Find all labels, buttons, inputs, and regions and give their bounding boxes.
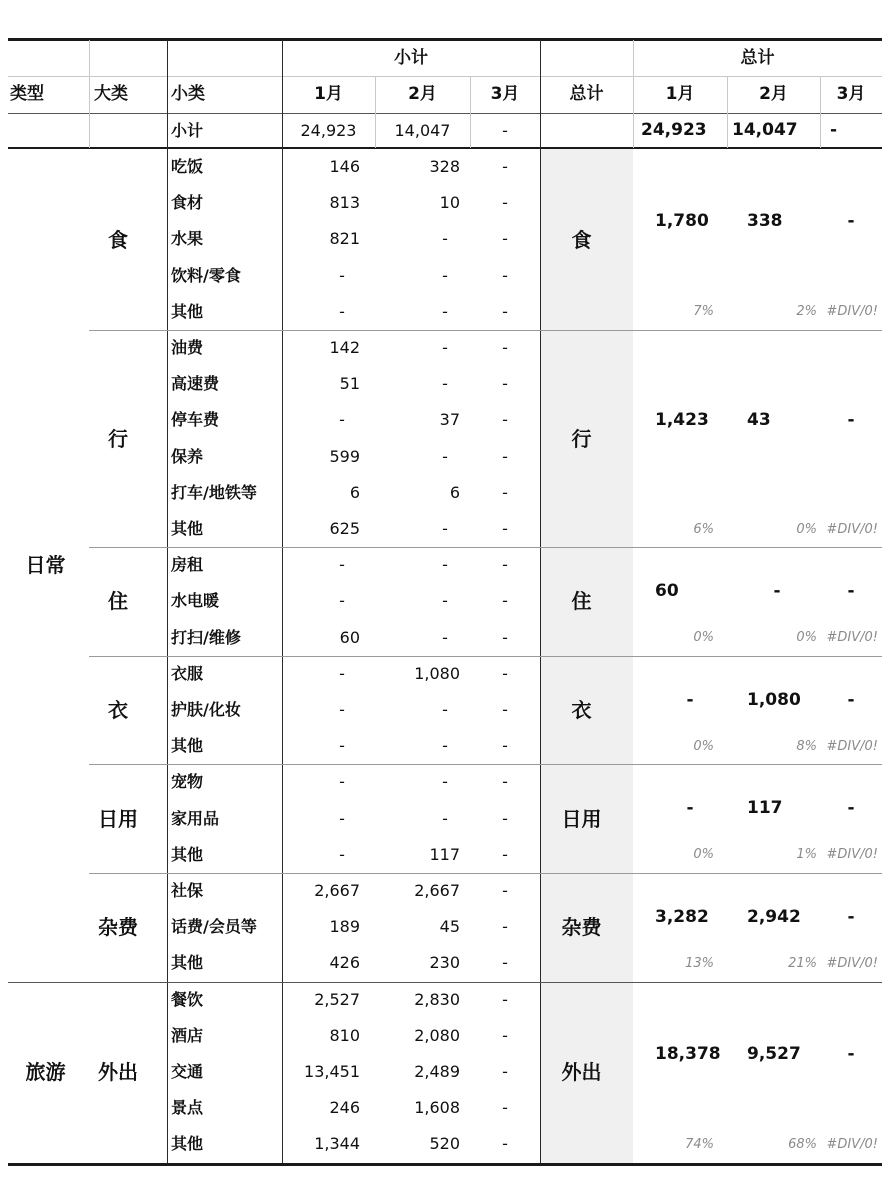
- subcategory-label[interactable]: 家用品: [171, 808, 220, 828]
- header-bottom-line: [8, 113, 882, 114]
- category-summary-label[interactable]: 住: [571, 589, 592, 614]
- v-line-m1: [282, 40, 283, 1163]
- category-label[interactable]: 日用: [98, 806, 138, 831]
- category-summary-label[interactable]: 杂费: [561, 915, 602, 940]
- month-value[interactable]: -: [339, 265, 345, 285]
- month-value[interactable]: 2,667: [414, 881, 460, 901]
- month-value[interactable]: 625: [329, 519, 360, 539]
- subcategory-label[interactable]: 餐饮: [171, 989, 204, 1009]
- month-value[interactable]: -: [502, 1025, 508, 1045]
- category-percent[interactable]: #DIV/0!: [826, 955, 878, 971]
- month-value[interactable]: 1,608: [414, 1098, 460, 1118]
- v-line-total: [540, 40, 541, 1163]
- header-month[interactable]: 1月: [314, 84, 343, 104]
- month-value[interactable]: -: [442, 446, 448, 466]
- category-total[interactable]: -: [686, 689, 694, 710]
- subcategory-label[interactable]: 其他: [171, 519, 204, 539]
- subtotal-bottom-border: [8, 147, 882, 149]
- category-total[interactable]: -: [847, 798, 855, 819]
- category-label[interactable]: 住: [108, 589, 128, 614]
- category-separator: [89, 656, 882, 657]
- month-value[interactable]: 813: [329, 193, 360, 213]
- month-value[interactable]: -: [339, 663, 345, 683]
- month-value[interactable]: 142: [329, 338, 360, 358]
- month-value[interactable]: -: [442, 700, 448, 720]
- month-value[interactable]: -: [502, 881, 508, 901]
- month-value[interactable]: 6: [349, 482, 360, 502]
- month-value[interactable]: -: [502, 736, 508, 756]
- month-value[interactable]: -: [442, 519, 448, 539]
- month-value[interactable]: -: [339, 736, 345, 756]
- subcategory-label[interactable]: 饮料/零食: [171, 265, 241, 285]
- category-percent[interactable]: 13%: [685, 955, 714, 971]
- category-label[interactable]: 衣: [108, 698, 128, 723]
- subcategory-label[interactable]: 停车费: [171, 410, 220, 430]
- month-value[interactable]: -: [502, 1098, 508, 1118]
- month-value[interactable]: -: [502, 591, 508, 611]
- category-total[interactable]: 1,080: [747, 689, 801, 710]
- month-value[interactable]: -: [442, 301, 448, 321]
- subcategory-label[interactable]: 水电暖: [171, 591, 220, 611]
- header-subtotal-group[interactable]: 小计: [394, 47, 428, 68]
- table-top-border: [8, 38, 882, 41]
- v-line: [633, 40, 634, 148]
- month-value[interactable]: 2,527: [314, 989, 360, 1009]
- v-line: [470, 76, 471, 113]
- subcategory-label[interactable]: 油费: [171, 338, 204, 358]
- subtotal-value[interactable]: 24,923: [300, 120, 357, 140]
- subcategory-label[interactable]: 其他: [171, 301, 204, 321]
- month-value[interactable]: -: [502, 989, 508, 1009]
- subcategory-label[interactable]: 高速费: [171, 374, 220, 394]
- subcategory-label[interactable]: 其他: [171, 844, 204, 864]
- month-value[interactable]: -: [442, 808, 448, 828]
- category-percent[interactable]: 68%: [788, 1136, 817, 1152]
- header-total-group[interactable]: 总计: [740, 47, 775, 68]
- category-total[interactable]: 3,282: [655, 906, 709, 927]
- month-value[interactable]: 2,830: [414, 989, 460, 1009]
- month-value[interactable]: -: [502, 193, 508, 213]
- month-value[interactable]: 117: [429, 844, 460, 864]
- month-value[interactable]: -: [502, 808, 508, 828]
- category-summary-label[interactable]: 外出: [561, 1060, 602, 1085]
- month-value[interactable]: -: [442, 772, 448, 792]
- category-total[interactable]: 60: [655, 581, 679, 601]
- month-value[interactable]: 146: [329, 157, 360, 177]
- category-total[interactable]: 18,378: [655, 1043, 721, 1064]
- subcategory-label[interactable]: 保养: [171, 446, 204, 466]
- header-month[interactable]: 3月: [490, 84, 520, 104]
- header-total-month[interactable]: 3月: [836, 84, 866, 104]
- month-value[interactable]: -: [339, 301, 345, 321]
- month-value[interactable]: -: [502, 229, 508, 249]
- category-total[interactable]: -: [773, 581, 781, 601]
- month-value[interactable]: 821: [329, 229, 360, 249]
- v-line: [89, 40, 90, 148]
- month-value[interactable]: 426: [329, 953, 360, 973]
- category-total[interactable]: -: [847, 1043, 855, 1064]
- month-value[interactable]: -: [339, 772, 345, 792]
- header-subcategory[interactable]: 小类: [171, 84, 205, 104]
- category-percent[interactable]: #DIV/0!: [826, 521, 878, 537]
- month-value[interactable]: -: [502, 519, 508, 539]
- header-month[interactable]: 2月: [408, 84, 437, 104]
- header-row-line: [8, 76, 882, 77]
- category-total[interactable]: 1,780: [655, 211, 709, 231]
- month-value[interactable]: -: [502, 446, 508, 466]
- month-value[interactable]: -: [339, 591, 345, 611]
- category-total[interactable]: -: [847, 211, 855, 231]
- category-separator: [89, 873, 882, 874]
- month-value[interactable]: -: [502, 157, 508, 177]
- month-value[interactable]: 599: [329, 446, 360, 466]
- month-value[interactable]: 45: [439, 917, 460, 937]
- month-value[interactable]: -: [339, 410, 345, 430]
- category-label[interactable]: 外出: [98, 1060, 138, 1085]
- category-percent[interactable]: 1%: [796, 847, 817, 863]
- category-label[interactable]: 杂费: [98, 915, 138, 940]
- month-value[interactable]: -: [502, 844, 508, 864]
- month-value[interactable]: -: [502, 374, 508, 394]
- month-value[interactable]: -: [442, 374, 448, 394]
- subtotal-total[interactable]: 24,923: [641, 120, 707, 140]
- category-percent[interactable]: 21%: [788, 955, 817, 971]
- category-total[interactable]: 1,423: [655, 410, 709, 431]
- category-percent[interactable]: 2%: [796, 304, 817, 320]
- category-summary-label[interactable]: 衣: [571, 698, 592, 723]
- category-total[interactable]: -: [847, 581, 855, 601]
- category-label[interactable]: 食: [108, 227, 128, 252]
- month-value[interactable]: -: [502, 301, 508, 321]
- month-value[interactable]: -: [442, 627, 448, 647]
- type-separator: [8, 982, 882, 983]
- month-value[interactable]: -: [442, 591, 448, 611]
- month-value[interactable]: 1,080: [414, 663, 460, 683]
- header-type[interactable]: 类型: [10, 84, 44, 104]
- month-value[interactable]: 60: [339, 627, 360, 647]
- subcategory-label[interactable]: 其他: [171, 953, 204, 973]
- subcategory-label[interactable]: 话费/会员等: [171, 917, 257, 937]
- month-value[interactable]: -: [502, 482, 508, 502]
- month-value[interactable]: -: [339, 844, 345, 864]
- subcategory-label[interactable]: 水果: [171, 229, 204, 249]
- category-percent[interactable]: 74%: [685, 1136, 714, 1152]
- category-total[interactable]: -: [686, 798, 694, 819]
- category-percent[interactable]: 0%: [796, 521, 817, 537]
- month-value[interactable]: 810: [329, 1025, 360, 1045]
- month-value[interactable]: -: [442, 555, 448, 575]
- month-value[interactable]: 13,451: [304, 1062, 360, 1082]
- month-value[interactable]: -: [502, 663, 508, 683]
- category-percent[interactable]: #DIV/0!: [826, 630, 878, 646]
- subcategory-label[interactable]: 景点: [171, 1098, 204, 1118]
- subcategory-label[interactable]: 交通: [171, 1062, 204, 1082]
- month-value[interactable]: -: [502, 953, 508, 973]
- category-percent[interactable]: 0%: [693, 630, 714, 646]
- month-value[interactable]: 2,489: [414, 1062, 460, 1082]
- subcategory-label[interactable]: 房租: [171, 555, 204, 575]
- v-line: [375, 113, 376, 148]
- month-value[interactable]: -: [442, 338, 448, 358]
- month-value[interactable]: -: [442, 736, 448, 756]
- category-total[interactable]: -: [847, 410, 855, 431]
- category-separator: [89, 330, 882, 331]
- subcategory-label[interactable]: 社保: [171, 881, 204, 901]
- category-percent[interactable]: #DIV/0!: [826, 1136, 878, 1152]
- subtotal-label[interactable]: 小计: [171, 120, 204, 140]
- category-total[interactable]: -: [847, 906, 855, 927]
- subtotal-total[interactable]: -: [830, 120, 838, 140]
- month-value[interactable]: -: [502, 772, 508, 792]
- subcategory-label[interactable]: 护肤/化妆: [171, 700, 241, 720]
- subcategory-label[interactable]: 打车/地铁等: [171, 482, 257, 502]
- category-percent[interactable]: 8%: [796, 738, 817, 754]
- category-percent[interactable]: #DIV/0!: [826, 847, 878, 863]
- month-value[interactable]: 10: [439, 193, 460, 213]
- month-value[interactable]: -: [339, 700, 345, 720]
- category-summary-label[interactable]: 行: [571, 426, 592, 451]
- category-total[interactable]: -: [847, 689, 855, 710]
- category-separator: [89, 764, 882, 765]
- category-total[interactable]: 338: [747, 211, 783, 231]
- category-percent[interactable]: 0%: [796, 630, 817, 646]
- category-percent[interactable]: 0%: [693, 738, 714, 754]
- month-value[interactable]: -: [502, 917, 508, 937]
- v-line: [727, 76, 728, 148]
- month-value[interactable]: 2,667: [314, 881, 360, 901]
- v-line-sub: [167, 40, 168, 1163]
- table-bottom-border: [8, 1163, 882, 1166]
- category-percent[interactable]: 6%: [693, 521, 714, 537]
- subcategory-label[interactable]: 宠物: [171, 772, 204, 792]
- month-value[interactable]: 6: [449, 482, 460, 502]
- header-total-month[interactable]: 1月: [665, 84, 695, 104]
- month-value[interactable]: -: [339, 808, 345, 828]
- subcategory-label[interactable]: 衣服: [171, 663, 204, 683]
- category-summary-label[interactable]: 日用: [561, 806, 602, 831]
- month-value[interactable]: 230: [429, 953, 460, 973]
- subcategory-label[interactable]: 酒店: [171, 1025, 204, 1045]
- month-value[interactable]: -: [502, 410, 508, 430]
- subcategory-label[interactable]: 吃饭: [171, 157, 204, 177]
- month-value[interactable]: 2,080: [414, 1025, 460, 1045]
- v-line: [375, 76, 376, 113]
- subcategory-label[interactable]: 其他: [171, 1134, 204, 1154]
- header-total[interactable]: 总计: [569, 84, 604, 104]
- category-total[interactable]: 43: [747, 410, 771, 431]
- v-line: [820, 76, 821, 148]
- subcategory-label[interactable]: 食材: [171, 193, 204, 213]
- category-percent[interactable]: #DIV/0!: [826, 738, 878, 754]
- category-label[interactable]: 行: [108, 426, 128, 451]
- month-value[interactable]: 51: [339, 374, 360, 394]
- month-value[interactable]: -: [502, 265, 508, 285]
- header-total-month[interactable]: 2月: [759, 84, 788, 104]
- month-value[interactable]: -: [502, 1062, 508, 1082]
- month-value[interactable]: -: [502, 1134, 508, 1154]
- category-total[interactable]: 117: [747, 798, 783, 819]
- month-value[interactable]: 189: [329, 917, 360, 937]
- type-label-daily[interactable]: 日常: [25, 552, 66, 577]
- type-label-travel[interactable]: 旅游: [25, 1060, 66, 1085]
- month-value[interactable]: 246: [329, 1098, 360, 1118]
- category-total[interactable]: 2,942: [747, 906, 801, 927]
- month-value[interactable]: 1,344: [314, 1134, 360, 1154]
- v-line: [470, 113, 471, 148]
- subcategory-label[interactable]: 打扫/维修: [171, 627, 241, 647]
- month-value[interactable]: -: [442, 265, 448, 285]
- header-category[interactable]: 大类: [94, 84, 128, 104]
- month-value[interactable]: 328: [429, 157, 460, 177]
- month-value[interactable]: -: [502, 555, 508, 575]
- month-value[interactable]: -: [442, 229, 448, 249]
- subtotal-total[interactable]: 14,047: [732, 120, 798, 140]
- category-summary-label[interactable]: 食: [571, 227, 592, 252]
- month-value[interactable]: -: [502, 700, 508, 720]
- month-value[interactable]: -: [502, 627, 508, 647]
- category-total[interactable]: 9,527: [747, 1043, 801, 1064]
- subtotal-value[interactable]: 14,047: [394, 120, 451, 140]
- category-percent[interactable]: 0%: [693, 847, 714, 863]
- month-value[interactable]: -: [502, 338, 508, 358]
- month-value[interactable]: 37: [439, 410, 460, 430]
- subcategory-label[interactable]: 其他: [171, 736, 204, 756]
- category-separator: [89, 547, 882, 548]
- category-percent[interactable]: 7%: [693, 304, 714, 320]
- month-value[interactable]: 520: [429, 1134, 460, 1154]
- category-percent[interactable]: #DIV/0!: [826, 304, 878, 320]
- month-value[interactable]: -: [339, 555, 345, 575]
- subtotal-value[interactable]: -: [502, 120, 508, 140]
